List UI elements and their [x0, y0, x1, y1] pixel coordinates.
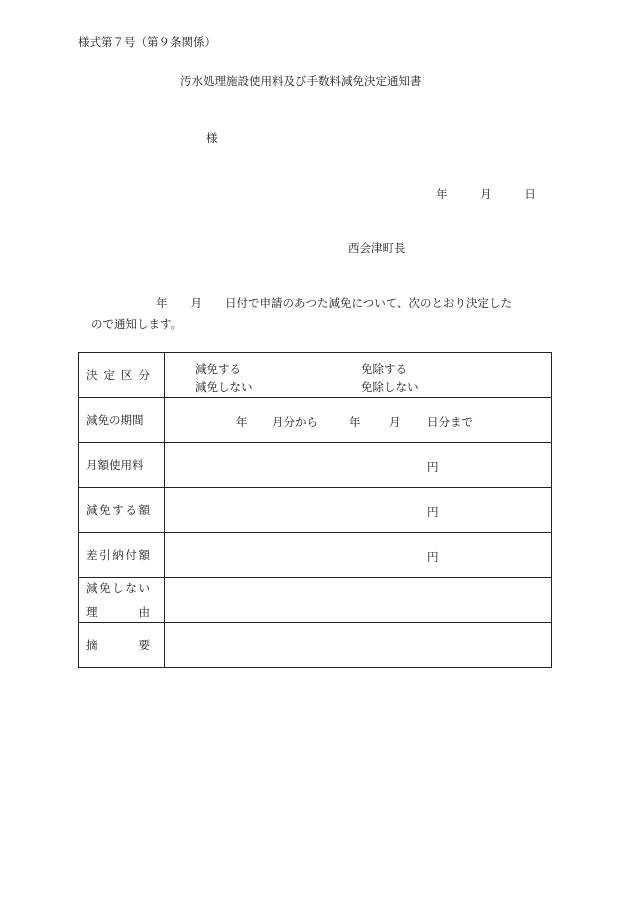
label-decision: 決 定 区 分: [79, 353, 165, 398]
unit-yen: 円: [427, 550, 439, 564]
row-remarks: [79, 623, 552, 668]
decision-table: [78, 352, 552, 668]
body-text-line1: 年 月 日付で申請のあつた減免について、次のとおり決定した: [156, 296, 513, 310]
row-reason: [79, 578, 552, 623]
unit-yen: 円: [427, 460, 439, 474]
addressee-suffix: 様: [206, 131, 218, 145]
option-not-exempt[interactable]: 免除しない: [361, 380, 419, 394]
form-id: 様式第７号（第９条関係）: [78, 35, 216, 49]
cell-period: 年 月分から 年 月 日分まで: [165, 398, 552, 443]
cell-net-payment: [165, 533, 552, 578]
date-month: 月: [480, 187, 492, 201]
option-reduce[interactable]: 減免する: [195, 362, 241, 376]
cell-reduction-amount: [165, 488, 552, 533]
cell-decision: [165, 353, 552, 398]
label-period: 減免の期間: [79, 398, 165, 443]
date-day: 日: [524, 187, 536, 201]
row-decision: [79, 353, 552, 398]
row-monthly-fee: [79, 443, 552, 488]
row-period: [79, 398, 552, 443]
label-reduction-amount: 減 免 す る 額: [79, 488, 165, 533]
cell-monthly-fee: [165, 443, 552, 488]
row-reduction-amount: [79, 488, 552, 533]
issue-date: [436, 189, 536, 201]
label-reason: 減 免 し な い 理 由: [79, 578, 165, 623]
date-year: 年: [436, 187, 448, 201]
cell-reason[interactable]: [165, 578, 552, 623]
document-title: 汚水処理施設使用料及び手数料減免決定通知書: [180, 74, 422, 88]
label-remarks: 摘 要: [79, 623, 165, 668]
cell-remarks[interactable]: [165, 623, 552, 668]
unit-yen: 円: [427, 505, 439, 519]
option-exempt[interactable]: 免除する: [361, 362, 407, 376]
body-text-line2: ので通知します。: [91, 317, 183, 331]
label-monthly-fee: 月額使用料: [79, 443, 165, 488]
option-not-reduce[interactable]: 減免しない: [195, 380, 253, 394]
issuer: 西会津町長: [348, 241, 406, 255]
label-net-payment: 差 引 納 付 額: [79, 533, 165, 578]
row-net-payment: [79, 533, 552, 578]
